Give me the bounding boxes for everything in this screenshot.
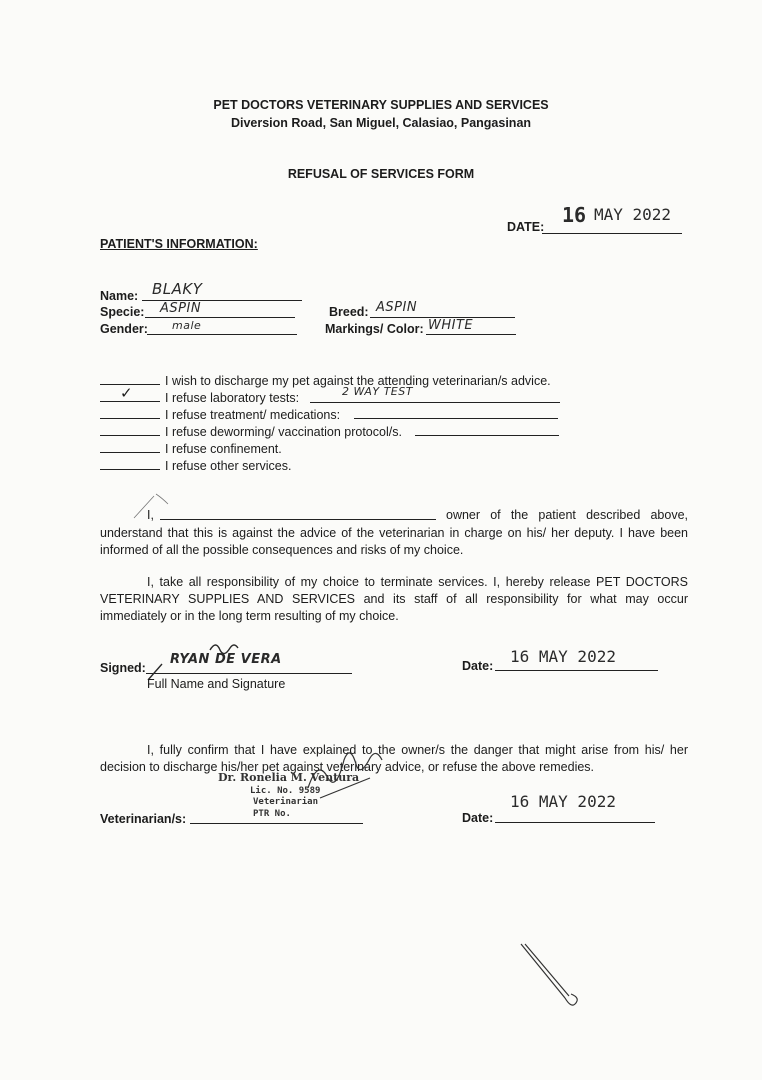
option-text: I refuse laboratory tests: (165, 391, 300, 405)
option-blank[interactable] (100, 385, 160, 402)
date-line (542, 233, 682, 234)
breed-label: Breed: (329, 305, 369, 319)
vet-seal-license: Lic. No. 9589 (250, 786, 321, 796)
owner-name-line (160, 519, 436, 520)
form-title: REFUSAL OF SERVICES FORM (287, 167, 475, 181)
vet-date-label: Date: (462, 811, 494, 825)
option-blank[interactable] (100, 458, 160, 470)
deworming-line (415, 435, 559, 436)
option-deworming (100, 424, 402, 439)
lab-tests-line (310, 402, 560, 403)
patient-section-title: PATIENT'S INFORMATION: (100, 237, 258, 251)
pen-doodle (515, 940, 585, 1015)
name-label: Name: (100, 289, 139, 303)
option-text: I refuse other services. (165, 459, 292, 473)
statement-paragraph-1: understand that this is against the advice of the veterinarian in charge on his/ her deputy. I have been informed of all the possible consequences and risks of my choice. (100, 526, 688, 557)
statement-i: I, (147, 508, 154, 522)
vet-signature-line[interactable] (190, 823, 363, 824)
vet-date-stamp: 16 MAY 2022 (510, 792, 616, 811)
treatment-line (354, 418, 558, 419)
specie-value: ASPIN (160, 301, 202, 316)
option-treatment (100, 407, 340, 422)
lab-tests-detail: 2 WAY TEST (342, 385, 413, 398)
vet-seal-ptr: PTR No. (253, 809, 291, 819)
vet-label: Veterinarian/s: (100, 812, 187, 826)
option-text: I refuse treatment/ medications: (165, 408, 341, 422)
option-blank[interactable] (100, 441, 160, 453)
gender-value: male (172, 319, 202, 332)
markings-value: WHITE (428, 318, 474, 333)
option-text: I wish to discharge my pet against the attending veterinarian/s advice. (165, 374, 551, 388)
vet-seal-title: Veterinarian (253, 797, 319, 807)
signed-date-stamp: 16 MAY 2022 (510, 647, 616, 666)
gender-line (147, 334, 297, 335)
statement-paragraph-2: I, take all responsibility of my choice to terminate services. I, hereby release PET DOCTORS VETERINARY SUPPLIES AND SERVICES and its staff of all responsibility for what may occur immediately or in the long term resulting of my choice. (100, 575, 688, 623)
signed-label: Signed: (100, 661, 146, 675)
check-mark-icon: ✓ (120, 385, 133, 402)
option-confinement (100, 441, 282, 456)
company-address: Diversion Road, San Miguel, Calasiao, Pangasinan (230, 116, 532, 130)
signed-date-label: Date: (462, 659, 494, 673)
owner-signature: RYAN DE VERA (170, 652, 282, 667)
scan-mark (130, 490, 180, 520)
date-stamp-month-year: MAY 2022 (594, 205, 672, 224)
date-label: DATE: (507, 220, 545, 234)
signed-date-line (495, 670, 658, 671)
option-blank[interactable] (100, 424, 160, 436)
option-discharge (100, 373, 551, 388)
specie-line (145, 317, 295, 318)
vet-signature-scribble (300, 748, 390, 808)
name-value: BLAKY (152, 280, 203, 298)
vet-seal-name: Dr. Ronelia M. Ventura (218, 771, 360, 784)
gender-label: Gender: (100, 322, 148, 336)
option-text: I refuse confinement. (165, 442, 282, 456)
option-other (100, 458, 291, 473)
option-blank[interactable] (100, 407, 160, 419)
specie-label: Specie: (100, 305, 145, 319)
statement-owner-text: owner of the patient described above, (446, 508, 688, 522)
vet-date-line (495, 822, 655, 823)
vet-confirmation: I, fully confirm that I have explained to the owner/s the danger that might arise from his/ her decision to discharge his/her pet against veterinary advice, or refuse the above remedies. (100, 743, 688, 774)
option-text: I refuse deworming/ vaccination protocol/s. (165, 425, 402, 439)
date-stamp-day: 16 (562, 203, 587, 227)
company-name: PET DOCTORS VETERINARY SUPPLIES AND SERVICES (213, 98, 549, 112)
breed-value: ASPIN (376, 300, 418, 315)
signed-sub-label: Full Name and Signature (147, 677, 286, 691)
markings-line (426, 334, 516, 335)
markings-label: Markings/ Color: (325, 322, 424, 336)
option-lab-tests (100, 385, 300, 405)
